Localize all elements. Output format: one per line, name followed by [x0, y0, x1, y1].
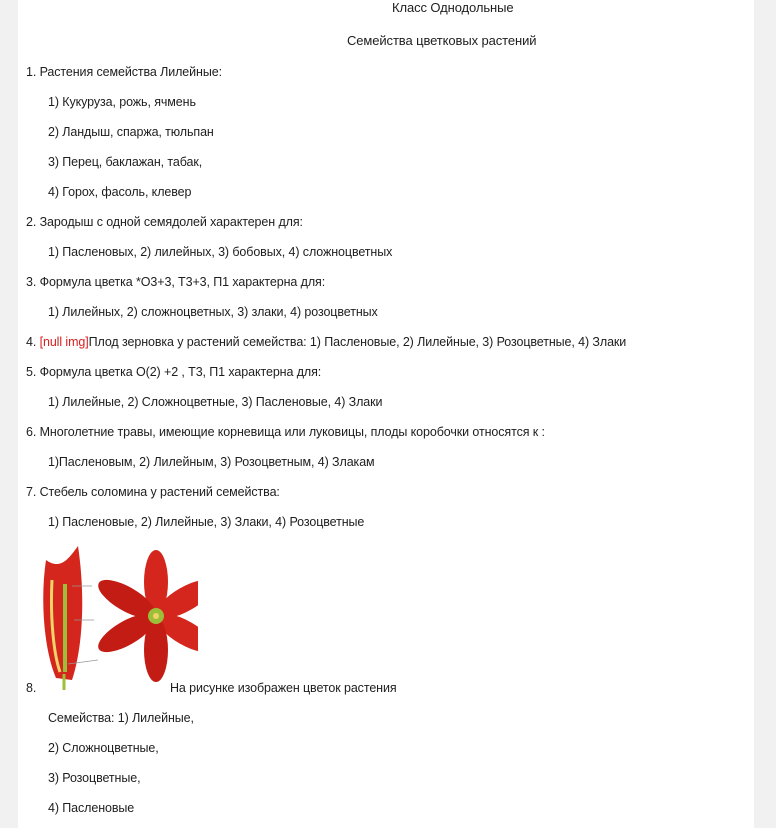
question-6: 6. Многолетние травы, имеющие корневища или луковицы, плоды коробочки относятся к :	[26, 425, 545, 439]
question-8-option-2: 2) Сложноцветные,	[48, 741, 159, 755]
question-7-options: 1) Пасленовые, 2) Лилейные, 3) Злаки, 4) Розоцветные	[48, 515, 365, 529]
question-5: 5. Формула цветка О(2) +2 , Т3, П1 характерна для:	[26, 365, 322, 379]
null-img-placeholder: [null img]	[39, 335, 89, 349]
page-title: Класс Однодольные	[392, 0, 514, 15]
question-8-option-4: 4) Пасленовые	[48, 801, 135, 815]
question-5-options: 1) Лилейные, 2) Сложноцветные, 3) Пасленовые, 4) Злаки	[48, 395, 383, 409]
question-8-number: 8.	[26, 681, 37, 695]
question-3-options: 1) Лилейных, 2) сложноцветных, 3) злаки, 4) розоцветных	[48, 305, 378, 319]
question-1-option-1: 1) Кукуруза, рожь, ячмень	[48, 95, 196, 109]
question-2-options: 1) Пасленовых, 2) лилейных, 3) бобовых, 4) сложноцветных	[48, 245, 393, 259]
question-4-number: 4.	[26, 335, 37, 349]
page-subtitle: Семейства цветковых растений	[347, 33, 537, 48]
question-1-option-4: 4) Горох, фасоль, клевер	[48, 185, 192, 199]
question-2: 2. Зародыш с одной семядолей характерен для:	[26, 215, 303, 229]
question-3: 3. Формула цветка *О3+3, Т3+3, П1 характерна для:	[26, 275, 326, 289]
question-8-option-3: 3) Розоцветные,	[48, 771, 141, 785]
question-1-option-2: 2) Ландыш, спаржа, тюльпан	[48, 125, 214, 139]
flower-cross-section-shape	[43, 546, 82, 680]
question-1: 1. Растения семейства Лилейные:	[26, 65, 222, 79]
question-4	[26, 334, 626, 350]
question-8-option-1: Семейства: 1) Лилейные,	[48, 711, 194, 725]
question-8-caption: На рисунке изображен цветок растения	[170, 681, 397, 695]
document-page	[18, 0, 754, 828]
question-7: 7. Стебель соломина у растений семейства:	[26, 485, 280, 499]
flower-top-view	[93, 550, 198, 682]
lily-flower-diagram-icon	[38, 540, 198, 690]
question-1-option-3: 3) Перец, баклажан, табак,	[48, 155, 203, 169]
question-4-text: Плод зерновка у растений семейства: 1) Пасленовые, 2) Лилейные, 3) Розоцветные, 4) Злаки	[88, 335, 627, 349]
question-6-options: 1)Пасленовым, 2) Лилейным, 3) Розоцветным, 4) Злакам	[48, 455, 375, 469]
